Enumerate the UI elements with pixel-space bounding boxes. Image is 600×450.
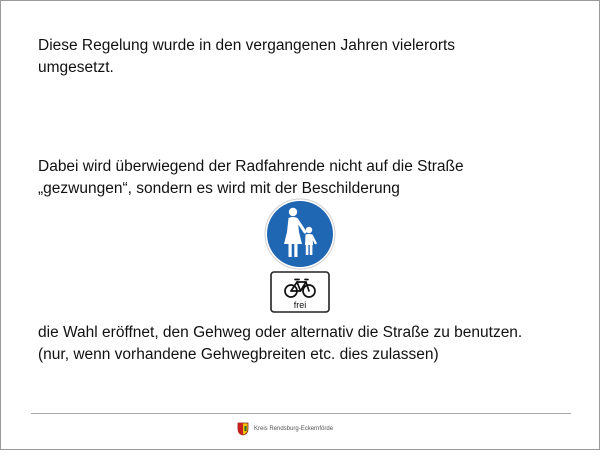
paragraph-intro-line-1: Diese Regelung wurde in den vergangenen Jahren vielerorts (38, 37, 456, 54)
paragraph-intro (38, 35, 568, 79)
paragraph-note (38, 344, 568, 366)
paragraph-intro-line-2: umgesetzt. (38, 59, 114, 76)
paragraph-explanation-line-2: „gezwungen“, sondern es wird mit der Beschilderung (38, 180, 400, 197)
footer-organization: Kreis Rendsburg-Eckernförde (254, 426, 334, 432)
footer-divider (31, 413, 571, 414)
paragraph-choice-text: die Wahl eröffnet, den Gehweg oder alternativ die Straße zu benutzen. (38, 324, 523, 341)
pedestrian-path-sign-icon (264, 198, 336, 270)
paragraph-explanation-line-1: Dabei wird überwiegend der Radfahrende nicht auf die Straße (38, 158, 464, 175)
paragraph-explanation (38, 156, 568, 200)
paragraph-note-text: (nur, wenn vorhandene Gehwegbreiten etc. dies zulassen) (38, 346, 439, 363)
paragraph-choice (38, 322, 568, 344)
supplementary-sign-label: frei (293, 300, 307, 310)
bicycle-free-supplementary-sign (270, 271, 330, 313)
footer (237, 421, 333, 437)
coat-of-arms-logo-icon (237, 422, 249, 436)
